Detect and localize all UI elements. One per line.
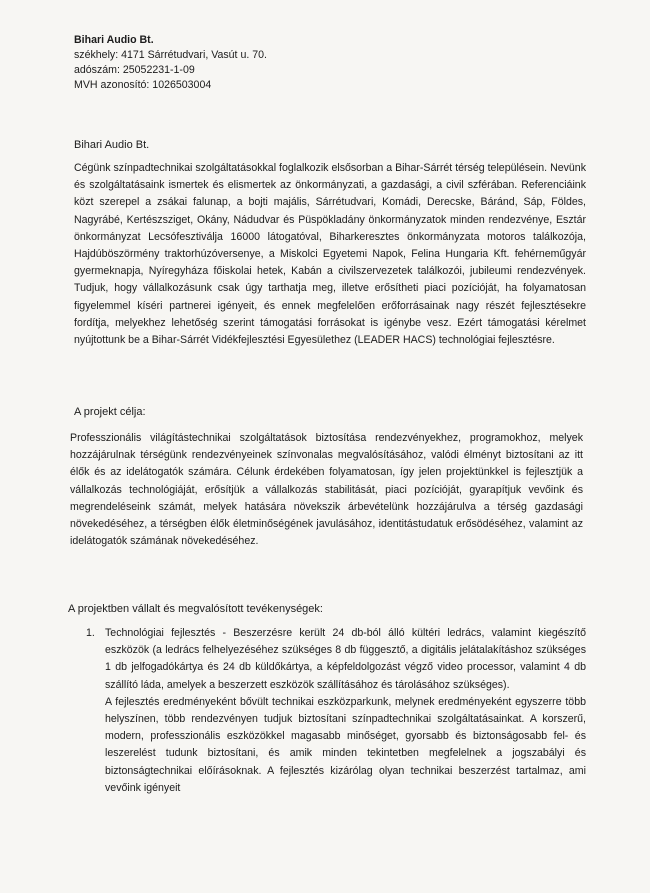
letterhead-mvh-id: MVH azonosító: 1026503004 [74,79,212,91]
goal-paragraph: Professzionális világítástechnikai szolgáltatások biztosítása rendezvényekhez, programokhoz, melyek hozzájárulnak térségünk rendezvényeinek színvonalas megvalósításához, valódi élményt biztosítani az itt élők és az idelátogatók számára. Célunk érdekében folyamatosan, így jelen projektünkkel is fejlesztjük a vállalkozás technológiáját, erősítjük a vállalkozás stabilitását, piaci pozícióját, gyarapítjuk vevőink és megrendeléseink számát, melyek hatására növekszik árbevételünk hozzájárulva a térség gazdasági növekedéséhez, a térségben élők életminőségének javulásához, identitástudatuk erősödéséhez, valamint az idelátogatók számának növekedéséhez. [70,432,583,548]
greeting: Bihari Audio Bt. [74,139,150,151]
section-heading-activities: A projektben vállalt és megvalósított tevékenységek: [68,603,323,615]
section-heading-goal: A projekt célja: [74,406,146,418]
letterhead-company-name: Bihari Audio Bt. [74,34,154,46]
list-item-number: 1. [86,627,95,639]
intro-paragraph: Cégünk színpadtechnikai szolgáltatásokkal foglalkozik elsősorban a Bihar-Sárrét térség településein. Nevünk és szolgáltatásaink ismertek és elismertek az önkormányzati, a gazdasági, a civil szférában. Referenciáink közt szerepel a zsákai falunap, a bojti majális, Sárrétudvari, Komádi, Derecske, Báránd, Sáp, Földes, Nagyrábé, Kertészsziget, Okány, Nádudvar és Püspökladány önkormányzatok minden rendezvénye, Esztár önkormányzat Lecsófesztiválja 16000 látogatóval, Biharkeresztes önkormányzata motoros találkozója, Hajdúböszörmény traktorhúzóversenye, a Miskolci Egyetemi Napok, Felina Hungaria Kft. fehérneműgyár gyermeknapja, Nyíregyháza főiskolai hetek, Kabán a civilszervezetek találkozói, jubileumi rendezvények. Tudjuk, hogy vállalkozásunk csak úgy tarthatja meg, illetve erősítheti piaci pozícióját, ha folyamatosan figyelemmel kíséri partnerei igényeit, és ennek megfelelően erőforrásainak nagy részét fejlesztésekre fordítja, melyekhez lehetőség szerint támogatási forrásokat is igénybe vesz. Ezért támogatási kérelmet nyújtottunk be a Bihar-Sárrét Vidékfejlesztési Egyesülethez (LEADER HACS) technológiai fejlesztésre. [74,162,586,347]
list-item-text-a: Technológiai fejlesztés - Beszerzésre került 24 db-ból álló kültéri ledrács, valamint kiegészítő eszközök (a ledrács felhelyezéséhez szükséges 8 db függesztő, a digitális jelátalakításhoz szükséges 1 db jelfogadókártya és 24 db küldőkártya, a képfeldolgozást végző video processor, valamint 4 db szállító láda, amelyek a beszerzett eszközök szállításához és tárolásához szükséges). [105,627,586,691]
letterhead-address: székhely: 4171 Sárrétudvari, Vasút u. 70. [74,49,267,61]
letterhead [74,33,267,93]
list-item-text-b: A fejlesztés eredményeként bővült technikai eszközparkunk, melynek eredményeként egyszerre több helyszínen, több rendezvényen tudjuk biztosítani színpadtechnikai szolgáltatásainkat. A korszerű, modern, professzionális eszközökkel magasabb minőséget, gyorsabb és biztonságosabb fel- és leszerelést tudunk biztosítani, és amik minden tekintetben megfelelnek a jogszabályi és biztonságtechnikai előírásoknak. A fejlesztés kizárólag olyan technikai beszerzést tartalmaz, ami vevőink igényeit [105,695,586,794]
letterhead-tax-number: adószám: 25052231-1-09 [74,64,195,76]
list-item [105,625,586,797]
